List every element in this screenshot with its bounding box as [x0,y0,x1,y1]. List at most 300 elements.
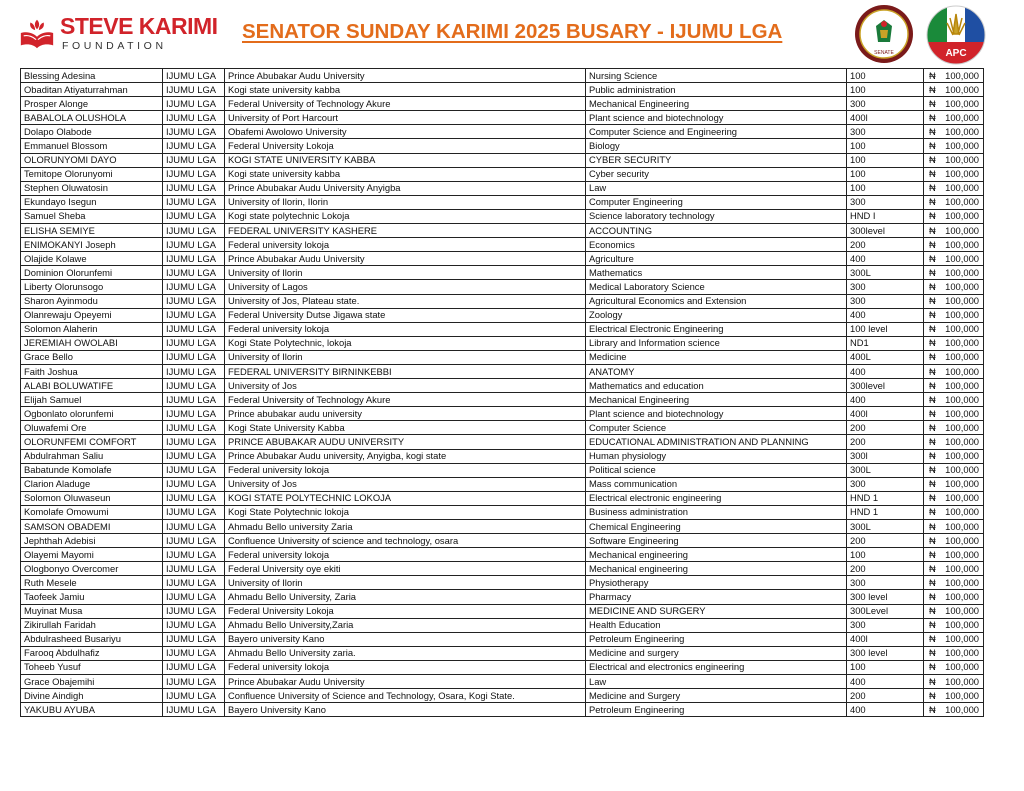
level-cell: 300 level [847,646,924,660]
lga-cell: IJUMU LGA [163,125,225,139]
amount-cell [924,308,984,322]
currency-symbol: ₦ [929,379,936,391]
currency-symbol: ₦ [929,196,936,208]
currency-symbol: ₦ [929,182,936,194]
currency-symbol: ₦ [929,562,936,574]
amount-cell [924,111,984,125]
amount-cell [924,632,984,646]
lga-cell: IJUMU LGA [163,675,225,689]
student-name-cell: Komolafe Omowumi [21,505,163,519]
amount-cell [924,576,984,590]
level-cell: 400 [847,703,924,717]
level-cell: 100 [847,660,924,674]
institution-cell: Federal university lokoja [225,660,586,674]
level-cell: 400l [847,632,924,646]
lga-cell: IJUMU LGA [163,364,225,378]
amount-value: 100,000 [945,365,979,377]
amount-value: 100,000 [945,238,979,250]
student-name-cell: Taofeek Jamiu [21,590,163,604]
table-row [21,69,984,83]
amount-cell [924,238,984,252]
table-row [21,407,984,421]
lga-cell: IJUMU LGA [163,139,225,153]
amount-cell [924,322,984,336]
course-cell: Plant science and biotechnology [586,407,847,421]
amount-cell [924,562,984,576]
table-row [21,421,984,435]
open-book-icon [18,14,56,52]
amount-cell [924,209,984,223]
student-name-cell: Elijah Samuel [21,393,163,407]
amount-cell [924,421,984,435]
table-row [21,167,984,181]
table-row [21,646,984,660]
amount-cell [924,83,984,97]
amount-value: 100,000 [945,534,979,546]
level-cell: 300 [847,195,924,209]
lga-cell: IJUMU LGA [163,336,225,350]
lga-cell: IJUMU LGA [163,562,225,576]
table-row [21,548,984,562]
table-row [21,660,984,674]
amount-value: 100,000 [945,97,979,109]
table-row [21,294,984,308]
lga-cell: IJUMU LGA [163,604,225,618]
institution-cell: Kogi state polytechnic Lokoja [225,209,586,223]
table-row [21,632,984,646]
table-row [21,181,984,195]
amount-cell [924,477,984,491]
lga-cell: IJUMU LGA [163,520,225,534]
amount-value: 100,000 [945,280,979,292]
course-cell: Mechanical engineering [586,548,847,562]
course-cell: MEDICINE AND SURGERY [586,604,847,618]
currency-symbol: ₦ [929,111,936,123]
currency-symbol: ₦ [929,252,936,264]
amount-cell [924,252,984,266]
lga-cell: IJUMU LGA [163,238,225,252]
student-name-cell: Solomon Oluwaseun [21,491,163,505]
lga-cell: IJUMU LGA [163,703,225,717]
student-name-cell: OLORUNYOMI DAYO [21,153,163,167]
amount-value: 100,000 [945,703,979,715]
student-name-cell: Olajide Kolawe [21,252,163,266]
currency-symbol: ₦ [929,689,936,701]
student-name-cell: Olanrewaju Opeyemi [21,308,163,322]
table-row [21,195,984,209]
student-name-cell: Obaditan Atiyaturrahman [21,83,163,97]
institution-cell: Kogi state university kabba [225,167,586,181]
amount-value: 100,000 [945,619,979,631]
student-name-cell: Oluwafemi Ore [21,421,163,435]
lga-cell: IJUMU LGA [163,181,225,195]
institution-cell: Bayero university Kano [225,632,586,646]
amount-cell [924,266,984,280]
currency-symbol: ₦ [929,266,936,278]
level-cell: 200 [847,238,924,252]
course-cell: ACCOUNTING [586,224,847,238]
course-cell: Business administration [586,505,847,519]
level-cell: 200 [847,689,924,703]
level-cell: 300level [847,224,924,238]
table-row [21,562,984,576]
level-cell: 300 [847,618,924,632]
amount-value: 100,000 [945,154,979,166]
currency-symbol: ₦ [929,125,936,137]
currency-symbol: ₦ [929,351,936,363]
currency-symbol: ₦ [929,238,936,250]
lga-cell: IJUMU LGA [163,618,225,632]
lga-cell: IJUMU LGA [163,435,225,449]
lga-cell: IJUMU LGA [163,660,225,674]
amount-cell [924,646,984,660]
course-cell: Petroleum Engineering [586,703,847,717]
level-cell: 400 [847,252,924,266]
institution-cell: University of Lagos [225,280,586,294]
student-name-cell: Blessing Adesina [21,69,163,83]
amount-value: 100,000 [945,337,979,349]
level-cell: ND1 [847,336,924,350]
institution-cell: Prince Abubakar Audu university, Anyigba, kogi state [225,449,586,463]
lga-cell: IJUMU LGA [163,83,225,97]
currency-symbol: ₦ [929,83,936,95]
lga-cell: IJUMU LGA [163,97,225,111]
level-cell: 300 [847,125,924,139]
course-cell: Computer Science and Engineering [586,125,847,139]
table-row [21,153,984,167]
institution-cell: Federal university lokoja [225,463,586,477]
amount-value: 100,000 [945,407,979,419]
course-cell: Science laboratory technology [586,209,847,223]
amount-value: 100,000 [945,492,979,504]
level-cell: 100 [847,181,924,195]
institution-cell: Prince Abubakar Audu University Anyigba [225,181,586,195]
lga-cell: IJUMU LGA [163,224,225,238]
level-cell: 300l [847,449,924,463]
student-name-cell: YAKUBU AYUBA [21,703,163,717]
amount-value: 100,000 [945,478,979,490]
level-cell: 300level [847,379,924,393]
amount-value: 100,000 [945,506,979,518]
institution-cell: Obafemi Awolowo University [225,125,586,139]
currency-symbol: ₦ [929,605,936,617]
table-row [21,576,984,590]
amount-value: 100,000 [945,182,979,194]
amount-cell [924,167,984,181]
lga-cell: IJUMU LGA [163,252,225,266]
course-cell: Mechanical Engineering [586,97,847,111]
student-name-cell: Zikirullah Faridah [21,618,163,632]
table-row [21,689,984,703]
amount-value: 100,000 [945,83,979,95]
student-name-cell: OLORUNFEMI COMFORT [21,435,163,449]
institution-cell: University of Ilorin [225,576,586,590]
institution-cell: KOGI STATE UNIVERSITY KABBA [225,153,586,167]
amount-value: 100,000 [945,111,979,123]
course-cell: Medicine [586,350,847,364]
level-cell: 200 [847,421,924,435]
lga-cell: IJUMU LGA [163,111,225,125]
table-row [21,449,984,463]
table-row [21,209,984,223]
level-cell: 300L [847,266,924,280]
level-cell: 300 [847,477,924,491]
student-name-cell: Ruth Mesele [21,576,163,590]
institution-cell: Ahmadu Bello University, Zaria [225,590,586,604]
amount-value: 100,000 [945,309,979,321]
course-cell: Physiotherapy [586,576,847,590]
currency-symbol: ₦ [929,435,936,447]
lga-cell: IJUMU LGA [163,646,225,660]
institution-cell: Ahmadu Bello University zaria. [225,646,586,660]
amount-value: 100,000 [945,689,979,701]
level-cell: 300 [847,294,924,308]
level-cell: 300L [847,463,924,477]
course-cell: EDUCATIONAL ADMINISTRATION AND PLANNING [586,435,847,449]
lga-cell: IJUMU LGA [163,632,225,646]
institution-cell: Confluence University of science and technology, osara [225,534,586,548]
amount-value: 100,000 [945,252,979,264]
course-cell: Mechanical Engineering [586,393,847,407]
student-name-cell: Divine Aindigh [21,689,163,703]
table-row [21,83,984,97]
amount-value: 100,000 [945,647,979,659]
lga-cell: IJUMU LGA [163,350,225,364]
lga-cell: IJUMU LGA [163,590,225,604]
lga-cell: IJUMU LGA [163,308,225,322]
amount-value: 100,000 [945,591,979,603]
currency-symbol: ₦ [929,168,936,180]
table-row [21,252,984,266]
amount-value: 100,000 [945,224,979,236]
amount-value: 100,000 [945,393,979,405]
table-row [21,477,984,491]
student-name-cell: Olayemi Mayomi [21,548,163,562]
amount-cell [924,139,984,153]
table-row [21,308,984,322]
level-cell: 400L [847,350,924,364]
lga-cell: IJUMU LGA [163,69,225,83]
amount-value: 100,000 [945,661,979,673]
amount-cell [924,294,984,308]
level-cell: HND 1 [847,491,924,505]
course-cell: Computer Science [586,421,847,435]
level-cell: 200 [847,534,924,548]
amount-cell [924,660,984,674]
amount-cell [924,224,984,238]
institution-cell: Ahmadu Bello university Zaria [225,520,586,534]
currency-symbol: ₦ [929,506,936,518]
student-name-cell: Abdulrahman Saliu [21,449,163,463]
lga-cell: IJUMU LGA [163,294,225,308]
course-cell: Electrical Electronic Engineering [586,322,847,336]
student-name-cell: Samuel Sheba [21,209,163,223]
table-row [21,463,984,477]
course-cell: Mechanical engineering [586,562,847,576]
senate-seal-icon [854,4,914,64]
amount-cell [924,407,984,421]
foundation-name: STEVE KARIMI [60,13,218,39]
student-name-cell: Temitope Olorunyomi [21,167,163,181]
institution-cell: University of Jos [225,379,586,393]
course-cell: CYBER SECURITY [586,153,847,167]
level-cell: 100 [847,139,924,153]
amount-value: 100,000 [945,435,979,447]
amount-cell [924,703,984,717]
amount-cell [924,393,984,407]
institution-cell: Federal University Dutse Jigawa state [225,308,586,322]
lga-cell: IJUMU LGA [163,449,225,463]
amount-cell [924,505,984,519]
institution-cell: KOGI STATE POLYTECHNIC LOKOJA [225,491,586,505]
amount-value: 100,000 [945,266,979,278]
institution-cell: FEDERAL UNIVERSITY BIRNINKEBBI [225,364,586,378]
student-name-cell: Grace Bello [21,350,163,364]
currency-symbol: ₦ [929,675,936,687]
currency-symbol: ₦ [929,591,936,603]
table-row [21,604,984,618]
amount-cell [924,280,984,294]
institution-cell: Federal University Lokoja [225,604,586,618]
table-row [21,238,984,252]
amount-cell [924,181,984,195]
level-cell: 200 [847,562,924,576]
currency-symbol: ₦ [929,323,936,335]
amount-value: 100,000 [945,605,979,617]
currency-symbol: ₦ [929,703,936,715]
table-row [21,505,984,519]
amount-value: 100,000 [945,140,979,152]
course-cell: Economics [586,238,847,252]
institution-cell: Confluence University of Science and Technology, Osara, Kogi State. [225,689,586,703]
course-cell: Software Engineering [586,534,847,548]
institution-cell: PRINCE ABUBAKAR AUDU UNIVERSITY [225,435,586,449]
student-name-cell: ELISHA SEMIYE [21,224,163,238]
course-cell: Medicine and surgery [586,646,847,660]
seal-label: SENATE [874,50,894,56]
student-name-cell: Clarion Aladuge [21,477,163,491]
institution-cell: University of Jos, Plateau state. [225,294,586,308]
currency-symbol: ₦ [929,337,936,349]
table-row [21,125,984,139]
foundation-logo [18,12,218,54]
table-row [21,139,984,153]
student-name-cell: Stephen Oluwatosin [21,181,163,195]
amount-cell [924,449,984,463]
course-cell: Political science [586,463,847,477]
level-cell: 300 [847,97,924,111]
lga-cell: IJUMU LGA [163,534,225,548]
student-name-cell: Toheeb Yusuf [21,660,163,674]
lga-cell: IJUMU LGA [163,421,225,435]
amount-cell [924,604,984,618]
amount-value: 100,000 [945,576,979,588]
lga-cell: IJUMU LGA [163,393,225,407]
institution-cell: Prince Abubakar Audu University [225,252,586,266]
lga-cell: IJUMU LGA [163,548,225,562]
lga-cell: IJUMU LGA [163,209,225,223]
institution-cell: Kogi state university kabba [225,83,586,97]
course-cell: Law [586,181,847,195]
student-name-cell: Farooq Abdulhafiz [21,646,163,660]
institution-cell: Kogi State Polytechnic, lokoja [225,336,586,350]
student-name-cell: Ogbonlato olorunfemi [21,407,163,421]
table-row [21,336,984,350]
student-name-cell: Jephthah Adebisi [21,534,163,548]
course-cell: Nursing Science [586,69,847,83]
institution-cell: Federal University of Technology Akure [225,97,586,111]
amount-value: 100,000 [945,196,979,208]
level-cell: 300 [847,576,924,590]
student-name-cell: Solomon Alaherin [21,322,163,336]
student-name-cell: Muyinat Musa [21,604,163,618]
level-cell: 400 [847,675,924,689]
amount-cell [924,491,984,505]
table-row [21,675,984,689]
amount-value: 100,000 [945,548,979,560]
institution-cell: Federal university lokoja [225,238,586,252]
amount-cell [924,618,984,632]
currency-symbol: ₦ [929,393,936,405]
currency-symbol: ₦ [929,548,936,560]
amount-value: 100,000 [945,351,979,363]
table-row [21,280,984,294]
lga-cell: IJUMU LGA [163,463,225,477]
level-cell: 300L [847,520,924,534]
amount-value: 100,000 [945,450,979,462]
student-name-cell: SAMSON OBADEMI [21,520,163,534]
student-name-cell: Faith Joshua [21,364,163,378]
course-cell: Mathematics and education [586,379,847,393]
apc-logo-icon [925,4,987,66]
amount-cell [924,689,984,703]
amount-cell [924,548,984,562]
institution-cell: Bayero University Kano [225,703,586,717]
course-cell: Medical Laboratory Science [586,280,847,294]
student-name-cell: Ekundayo Isegun [21,195,163,209]
course-cell: Electrical electronic engineering [586,491,847,505]
institution-cell: Federal university lokoja [225,322,586,336]
institution-cell: Federal university lokoja [225,548,586,562]
amount-value: 100,000 [945,675,979,687]
lga-cell: IJUMU LGA [163,576,225,590]
table-row [21,350,984,364]
currency-symbol: ₦ [929,619,936,631]
amount-cell [924,534,984,548]
level-cell: 400 [847,364,924,378]
amount-value: 100,000 [945,379,979,391]
amount-cell [924,520,984,534]
amount-value: 100,000 [945,69,979,81]
institution-cell: Prince Abubakar Audu University [225,675,586,689]
currency-symbol: ₦ [929,210,936,222]
level-cell: 100 [847,83,924,97]
amount-value: 100,000 [945,633,979,645]
amount-value: 100,000 [945,520,979,532]
institution-cell: University of Jos [225,477,586,491]
institution-cell: University of Ilorin, Ilorin [225,195,586,209]
table-row [21,534,984,548]
student-name-cell: Babatunde Komolafe [21,463,163,477]
table-row [21,491,984,505]
currency-symbol: ₦ [929,295,936,307]
student-name-cell: Ologbonyo Overcomer [21,562,163,576]
currency-symbol: ₦ [929,154,936,166]
institution-cell: University of Port Harcourt [225,111,586,125]
student-name-cell: ALABI BOLUWATIFE [21,379,163,393]
currency-symbol: ₦ [929,492,936,504]
currency-symbol: ₦ [929,224,936,236]
